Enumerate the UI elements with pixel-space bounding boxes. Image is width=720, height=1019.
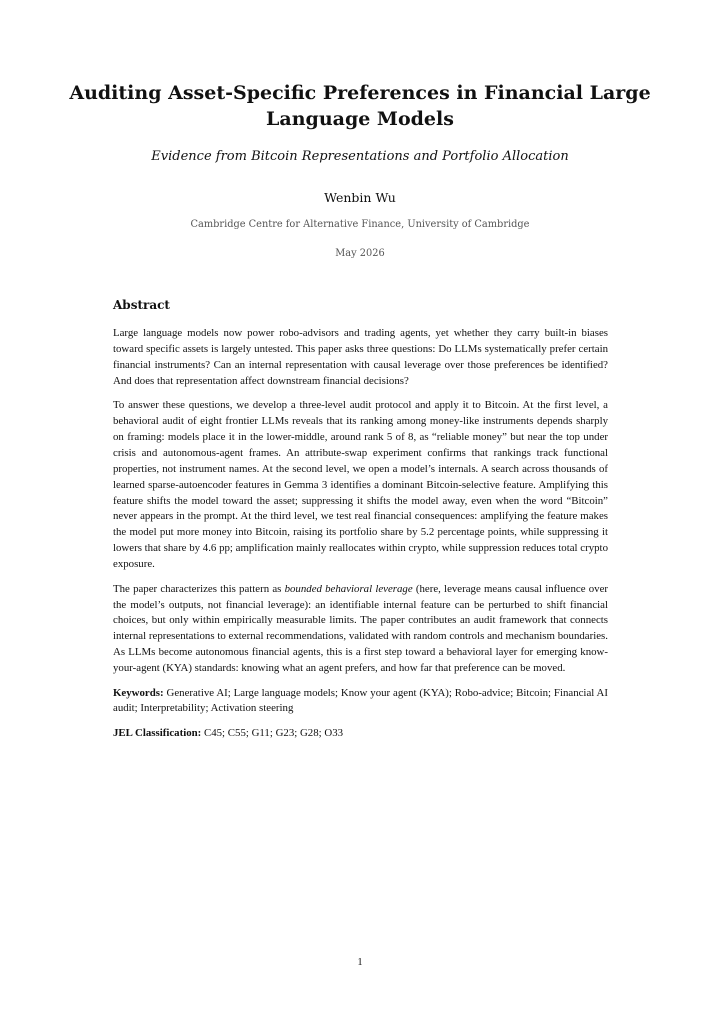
abstract-heading: Abstract	[113, 298, 170, 312]
abstract-paragraph-3-lead: The paper characterizes this pattern as	[113, 582, 285, 595]
keywords-line	[113, 686, 608, 718]
publication-date: May 2026	[335, 248, 385, 259]
abstract-paragraph-3-rest: (here, leverage means causal influence over the model’s outputs, not financial leverage): an identifiable internal feature can be perturbed to shift financial choices, but only within empirically measurable limits. The paper contributes an audit framework that connects internal representations to external recommendations, validated with random controls and mechanism boundaries. As LLMs become autonomous financial agents, this is a first step toward a behavioral layer for emerging know-your-agent (KYA) standards: knowing what an agent prefers, and how far that preference can be moved.	[113, 582, 609, 675]
abstract-body	[113, 326, 608, 750]
abstract-paragraph-1: Large language models now power robo-advisors and trading agents, yet whether they carry built-in biases toward specific assets is largely untested. This paper asks three questions: Do LLMs systematically prefer certain financial instruments? Can an internal representation with causal leverage over those preferences be identified? And does that representation affect downstream financial decisions?	[113, 327, 608, 387]
jel-label: JEL Classification:	[113, 726, 202, 739]
paper-subtitle: Evidence from Bitcoin Representations and Portfolio Allocation	[151, 149, 569, 164]
abstract-paragraph-2: To answer these questions, we develop a three-level audit protocol and apply it to Bitcoin. At the first level, a behavioral audit of eight frontier LLMs reveals that its ranking among money-like instruments depends sharply on framing: models place it in the lower-middle, around rank 5 of 8, as “reliable money” but near the top under crisis and autonomous-agent frames. An attribute-swap experiment confirms that rankings track functional properties, not instrument names. At the second level, we open a model’s internals. A search across thousands of learned sparse-autoencoder features in Gemma 3 identifies a dominant Bitcoin-selective feature. Amplifying this feature shifts the model toward the asset; suppressing it shifts the model away, even when the word “Bitcoin” never appears in the prompt. At the third level, we test real financial consequences: amplifying the feature makes the model put more money into Bitcoin, raising its portfolio share by 5.2 percentage points, while suppressing it lowers that share by 4.6 pp; amplification mainly reallocates within crypto, while suppression reduces total crypto exposure.	[113, 399, 608, 571]
page-number: 1	[357, 957, 363, 968]
paper-title: Auditing Asset-Specific Preferences in Financial Large Language Models	[69, 82, 651, 130]
jel-line	[113, 726, 608, 742]
keywords-text: Generative AI; Large language models; Know your agent (KYA); Robo-advice; Bitcoin; Financial AI audit; Interpretability; Activation steering	[113, 686, 608, 715]
keywords-label: Keywords:	[113, 686, 164, 699]
jel-text: C45; C55; G11; G23; G28; O33	[203, 726, 344, 739]
author-affiliation: Cambridge Centre for Alternative Finance, University of Cambridge	[190, 219, 530, 230]
abstract-emphasis-term: bounded behavioral leverage	[284, 582, 413, 595]
author-name: Wenbin Wu	[324, 190, 396, 205]
abstract-paragraph-3	[113, 582, 608, 677]
